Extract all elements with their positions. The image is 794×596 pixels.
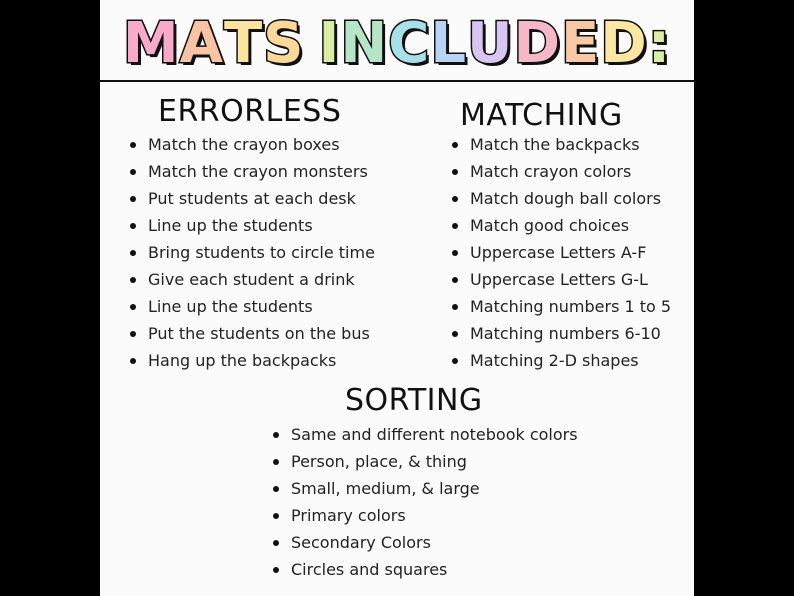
title-banner xyxy=(100,8,694,80)
list-item: Matching 2-D shapes xyxy=(452,347,671,374)
list-item: Matching numbers 6-10 xyxy=(452,320,671,347)
list-item: Line up the students xyxy=(130,212,375,239)
list-item: Match the crayon monsters xyxy=(130,158,375,185)
title-letter: C xyxy=(388,11,431,76)
title-letter: D xyxy=(513,11,561,76)
title-letter: D xyxy=(600,11,648,76)
page-title xyxy=(122,11,672,76)
list-item: Hang up the backpacks xyxy=(130,347,375,374)
list-item: Match the crayon boxes xyxy=(130,131,375,158)
title-letter: I xyxy=(318,11,341,76)
title-letter: : xyxy=(647,11,672,76)
title-letter: E xyxy=(560,11,601,76)
sorting-list xyxy=(273,421,578,583)
title-letter: N xyxy=(340,11,389,76)
list-item: Uppercase Letters A-F xyxy=(452,239,671,266)
list-item: Circles and squares xyxy=(273,556,578,583)
list-item: Same and different notebook colors xyxy=(273,421,578,448)
list-item: Give each student a drink xyxy=(130,266,375,293)
list-item: Matching numbers 1 to 5 xyxy=(452,293,671,320)
title-letter: T xyxy=(223,11,264,76)
list-item: Put students at each desk xyxy=(130,185,375,212)
list-item: Match good choices xyxy=(452,212,671,239)
title-letter: S xyxy=(263,11,305,76)
list-item: Small, medium, & large xyxy=(273,475,578,502)
title-letter: M xyxy=(122,11,180,76)
list-item: Person, place, & thing xyxy=(273,448,578,475)
list-item: Line up the students xyxy=(130,293,375,320)
title-divider xyxy=(100,80,694,82)
title-letter xyxy=(304,16,318,72)
errorless-heading: ERRORLESS xyxy=(158,94,342,129)
list-item: Match the backpacks xyxy=(452,131,671,158)
document-page xyxy=(100,0,694,596)
title-letter: A xyxy=(179,11,224,76)
sorting-heading: SORTING xyxy=(345,383,483,418)
list-item: Match dough ball colors xyxy=(452,185,671,212)
list-item: Match crayon colors xyxy=(452,158,671,185)
matching-heading: MATCHING xyxy=(460,98,623,133)
title-letter: U xyxy=(467,11,514,76)
list-item: Bring students to circle time xyxy=(130,239,375,266)
list-item: Secondary Colors xyxy=(273,529,578,556)
list-item: Put the students on the bus xyxy=(130,320,375,347)
list-item: Uppercase Letters G-L xyxy=(452,266,671,293)
matching-list xyxy=(452,131,671,374)
errorless-list xyxy=(130,131,375,374)
title-letter: L xyxy=(430,11,467,76)
list-item: Primary colors xyxy=(273,502,578,529)
